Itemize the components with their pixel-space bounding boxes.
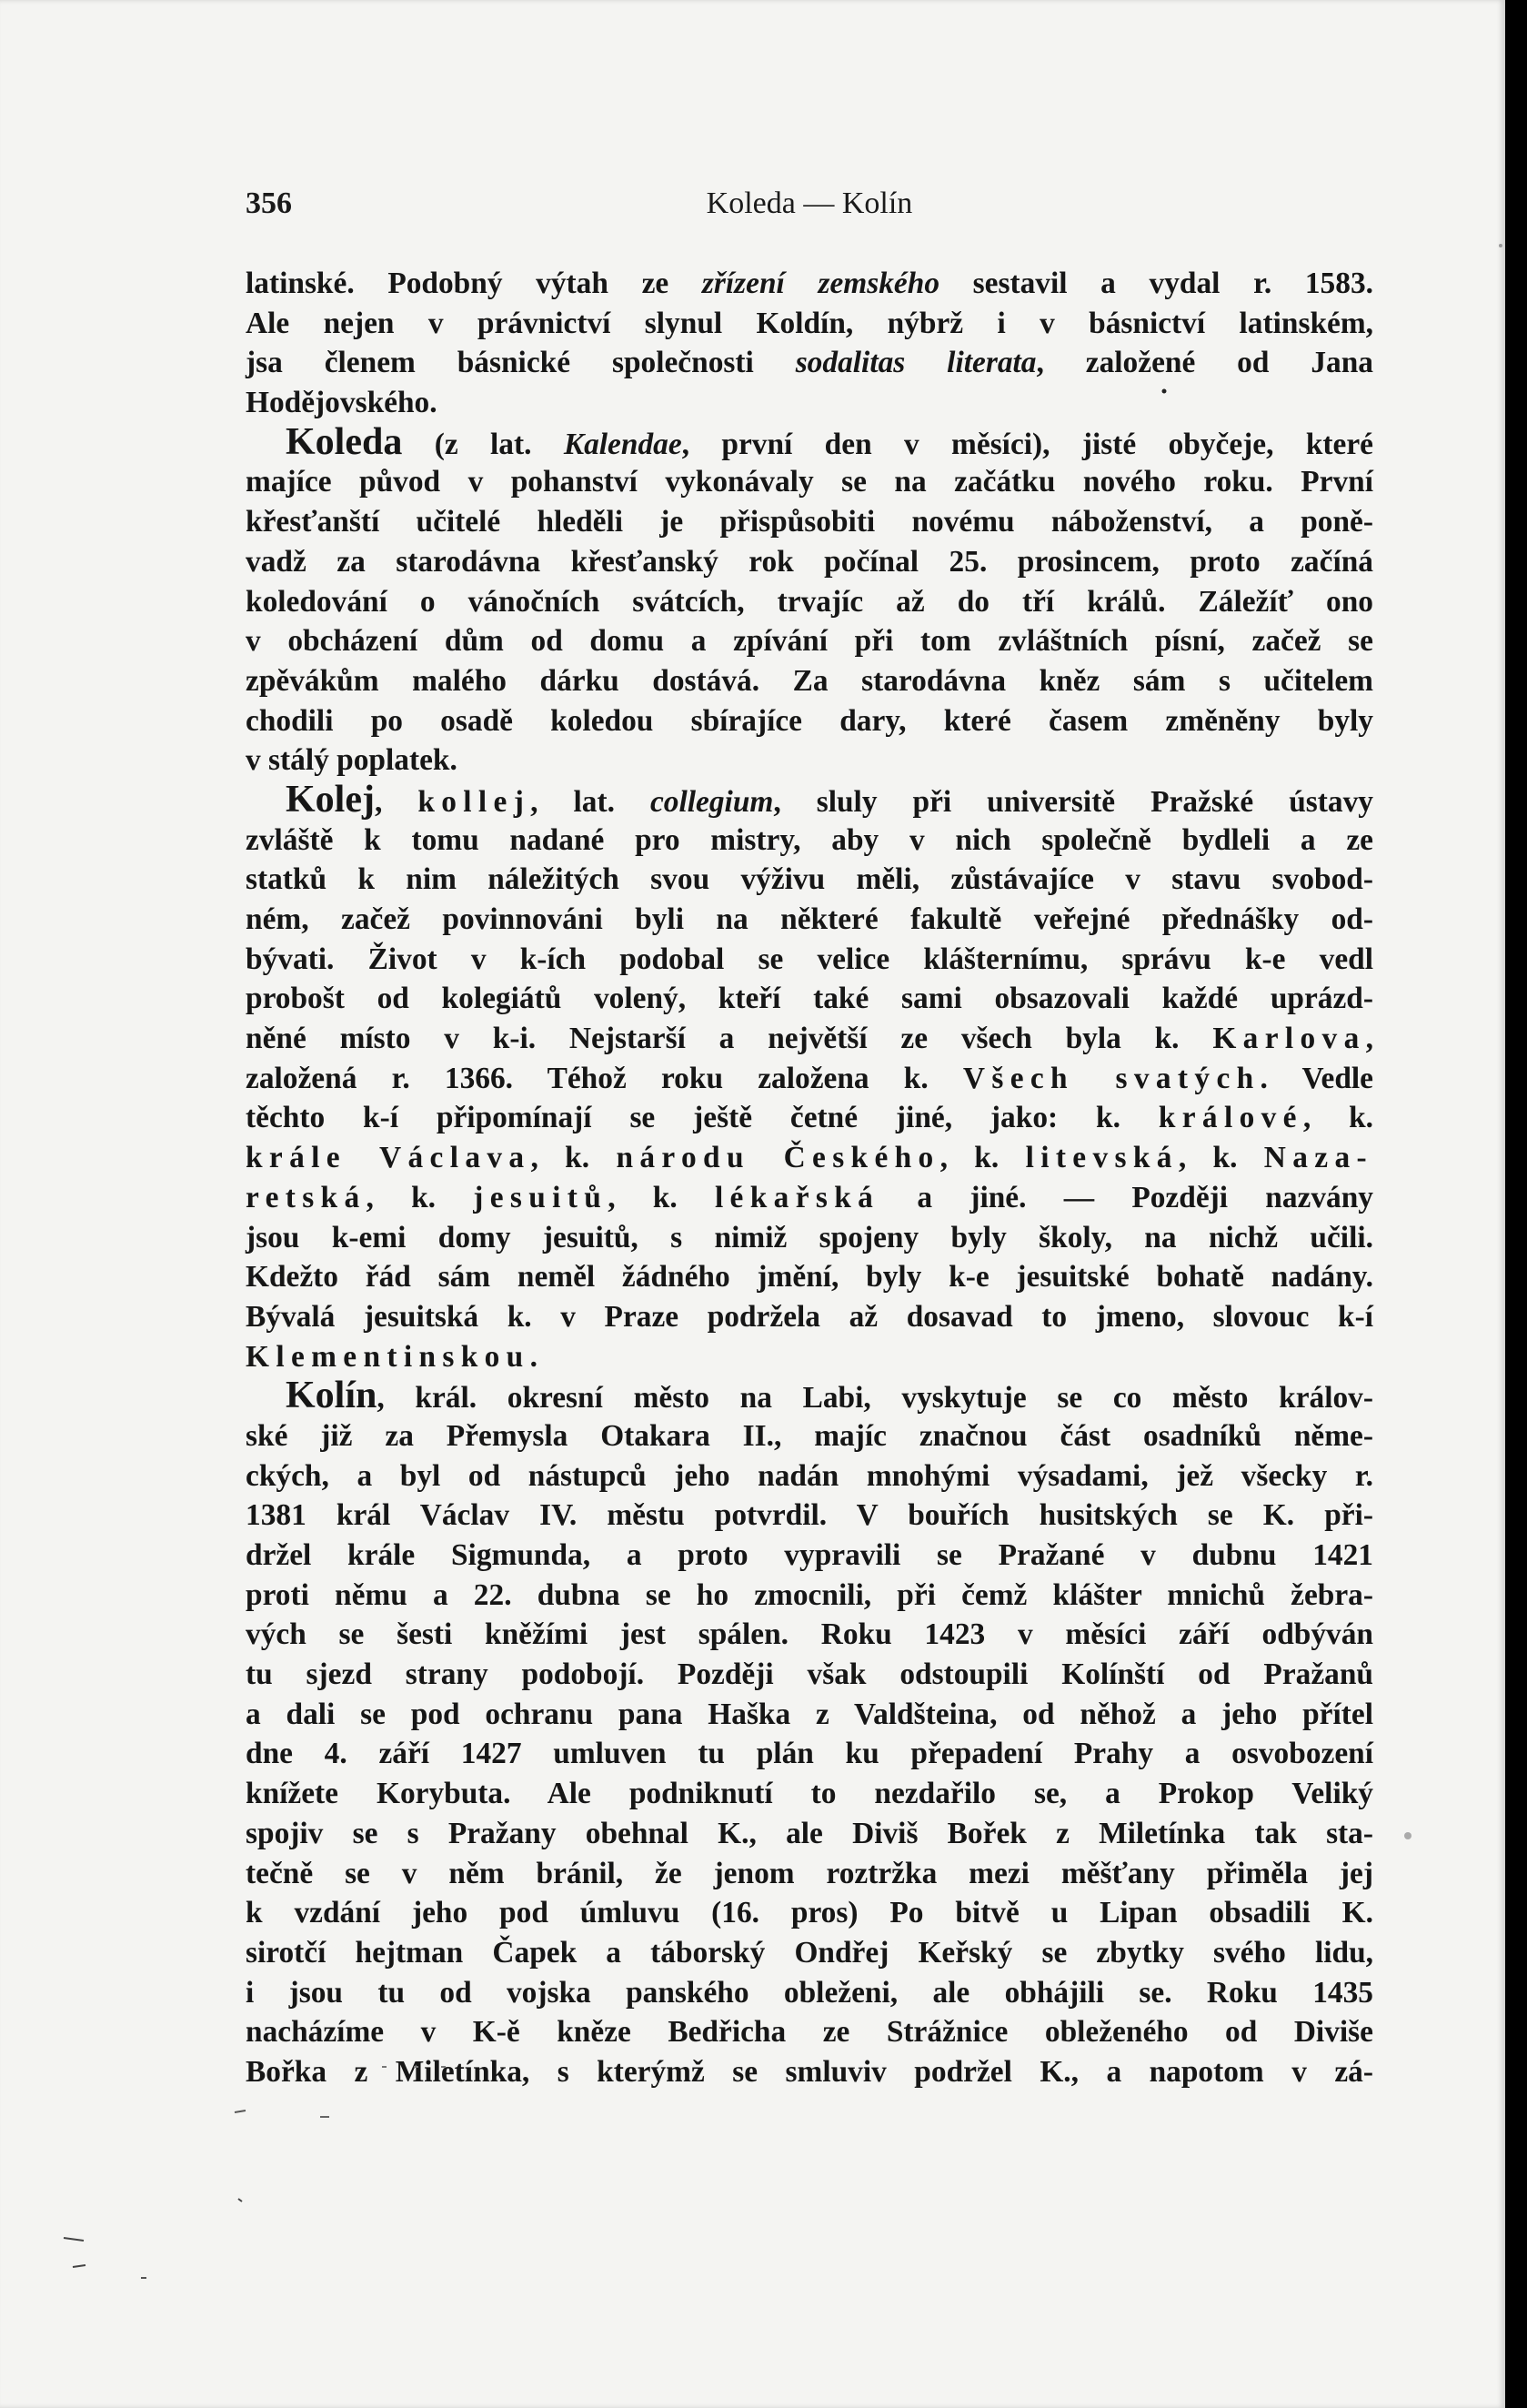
text-line: Bývalá jesuitská k. v Praze podržela až dosavad to jmeno, slovouc k-í [246,1299,1373,1334]
text-line: v stálý poplatek. [246,743,457,778]
page-header [246,186,1373,230]
article-text [246,264,1373,2092]
text-line: statků k nim náležitých svou výživu měli, zůstávajíce v stavu svobod- [246,862,1373,897]
text-line: retská, k. jesuitů, k. lékařská a jiné. — Později nazvány [246,1180,1374,1214]
running-title: Koleda — Kolín [706,186,913,220]
text-line: ckých, a byl od nástupců jeho nadán mnohými výsadami, jež všecky r. [246,1458,1373,1493]
text-line: založená r. 1366. Téhož roku založena k. Všech svatých. Vedle [246,1061,1374,1095]
text-line: ské již za Přemysla Otakara II., majíc značnou část osadníků něme- [246,1418,1373,1453]
text-line: zvláště k tomu nadané pro mistry, aby v nich společně bydleli a ze [246,822,1373,857]
text-line: Koleda (z lat. Kalendae, první den v měsíci), jisté obyčeje, které [286,420,1373,463]
page-number: 356 [246,186,292,220]
text-line: chodili po osadě koledou sbírajíce dary, které časem změněny byly [246,703,1373,738]
text-line: Kolej, kollej, lat. collegium, sluly při universitě Pražské ústavy [286,778,1374,821]
text-line: bývati. Život v k-ích podobal se velice klášternímu, správu k-e vedl [246,942,1373,976]
text-line: a dali se pod ochranu pana Haška z Valdšteina, od něhož a jeho přítel [246,1697,1373,1731]
text-line: proti němu a 22. dubna se ho zmocnili, při čemž klášter mnichů žebra- [246,1577,1373,1612]
text-line: krále Václava, k. národu Českého, k. litevská, k. Naza- [246,1141,1373,1175]
text-line: k vzdání jeho pod úmluvu (16. pros) Po bitvě u Lipan obsadili K. [246,1896,1373,1930]
text-line: vých se šesti kněžími jest spálen. Roku 1423 v měsíci září odbýván [246,1617,1373,1652]
text-line: latinské. Podobný výtah ze zřízení zemského sestavil a vydal r. 1583. [246,267,1373,300]
text-line: nacházíme v K-ě kněze Bedřicha ze Strážnice obleženého od Diviše [246,2015,1373,2050]
text-line: dne 4. září 1427 umluven tu plán ku přepadení Prahy a osvobození [246,1737,1373,1771]
text-line: ném, začež povinnováni byli na některé fakultě veřejné přednášky od- [246,902,1373,936]
text-line: Kdežto řád sám neměl žádného jmění, byly k-e jesuitské bohatě nadány. [246,1260,1373,1295]
text-line: sirotčí hejtman Čapek a táborský Ondřej Keřský se zbytky svého lidu, [246,1935,1373,1970]
text-line: Bořka z Miletínka, s kterýmž se smluviv podržel K., a napotom v zá- [246,2054,1373,2089]
text-line: Hodějovského. [246,386,437,420]
text-line: tu sjezd strany podobojí. Později však odstoupili Kolínští od Pražanů [246,1657,1373,1692]
text-line: něné místo v k-i. Nejstarší a největší ze všech byla k. Karlova, [246,1022,1373,1056]
text-line: i jsou tu od vojska panského obleženi, ale obhájili se. Roku 1435 [246,1975,1373,2010]
text-line: probošt od kolegiátů volený, kteří také sami obsazovali každé uprázd- [246,982,1373,1016]
text-line: zpěvákům malého dárku dostává. Za starodávna kněz sám s učitelem [246,663,1373,698]
text-line: těchto k-í připomínají se ještě četné jiné, jako: k. králové, k. [246,1101,1373,1135]
text-line: tečně se v něm bránil, že jenom roztržka mezi měšťany přiměla jej [246,1856,1373,1890]
text-line: jsou k-emi domy jesuitů, s nimiž spojeny byly školy, na nichž učili. [246,1220,1373,1254]
text-line: Klementinskou. [246,1339,537,1374]
text-line: spojiv se s Pražany obehnal K., ale Diviš Bořek z Miletínka tak sta- [246,1816,1373,1850]
text-line: majíce původ v pohanství vykonávaly se na začátku nového roku. První [246,465,1373,499]
text-line: křesťanští učitelé hleděli je přispůsobiti novému náboženství, a poně- [246,505,1373,539]
text-line: koledování o vánočních svátcích, trvajíc až do tří králů. Záležíť ono [246,584,1373,619]
text-line: knížete Korybuta. Ale podniknutí to nezdařilo se, a Prokop Veliký [246,1777,1373,1811]
text-line: Kolín, král. okresní město na Labi, vyskytuje se co město králov- [286,1375,1373,1417]
text-line: Ale nejen v právnictví slynul Koldín, nýbrž i v básnictví latinském, [246,306,1373,340]
text-line: jsa členem básnické společnosti sodalitas literata, založené od Jana [246,346,1373,380]
text-line: vadž za starodávna křesťanský rok počínal 25. prosincem, proto začíná [246,544,1373,579]
text-line: 1381 král Václav IV. městu potvrdil. V bouřích husitských se K. při- [246,1498,1373,1533]
text-line: v obcházení dům od domu a zpívání při tom zvláštních písní, začež se [246,624,1373,659]
text-line: držel krále Sigmunda, a proto vypravili se Pražané v dubnu 1421 [246,1538,1373,1572]
